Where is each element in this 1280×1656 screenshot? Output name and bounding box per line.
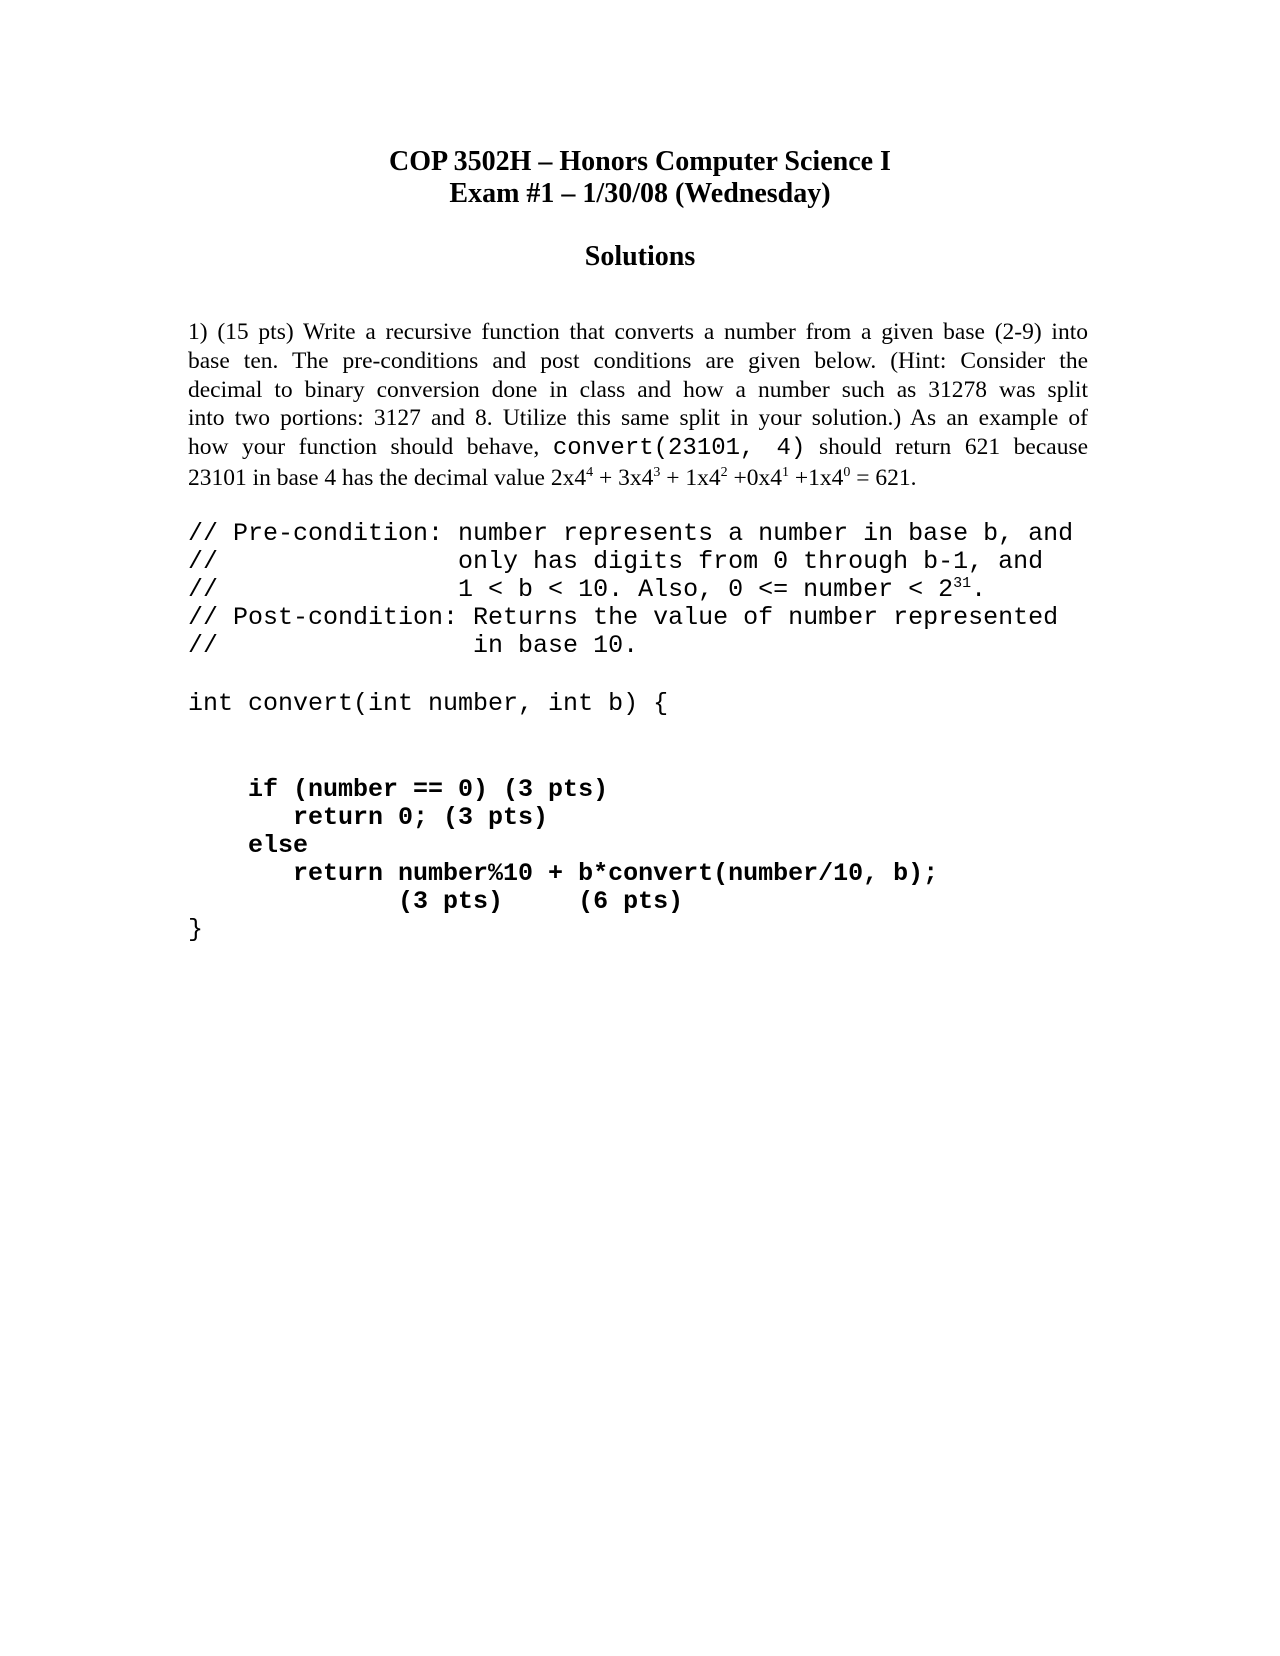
problem-line <box>188 433 1088 464</box>
closing-brace: } <box>188 915 204 944</box>
problem-line <box>188 464 1088 493</box>
problem-line: decimal to binary conversion done in class and how a number such as 31278 was split <box>188 376 1088 403</box>
code-line: return number%10 + b*convert(number/10, b); <box>188 859 939 888</box>
pre-post-conditions <box>188 520 1073 660</box>
comment-text: . <box>971 575 987 604</box>
problem-text: how your function should behave, <box>188 434 540 461</box>
comment-line: // Pre-condition: number represents a number in base b, and <box>188 519 1074 548</box>
problem-line: base ten. The pre-conditions and post conditions are given below. (Hint: Consider the <box>188 347 1088 374</box>
code-line: if (number == 0) (3 pts) <box>188 775 609 804</box>
problem-text: = 621. <box>850 464 917 491</box>
problem-statement <box>188 318 1088 493</box>
function-body <box>188 776 938 916</box>
exam-title: Exam #1 – 1/30/08 (Wednesday) <box>449 178 831 209</box>
problem-text: +0x4 <box>727 464 783 491</box>
exponent: 2 <box>720 464 728 480</box>
comment-line: // Post-condition: Returns the value of number represented <box>188 603 1059 632</box>
problem-text: + 3x4 <box>593 464 654 491</box>
course-title: COP 3502H – Honors Computer Science I <box>389 146 891 177</box>
exponent: 1 <box>782 464 790 480</box>
code-line: else <box>188 831 309 860</box>
problem-line: into two portions: 3127 and 8. Utilize this same split in your solution.) As an example of <box>188 405 1088 432</box>
comment-line <box>188 576 1073 604</box>
function-signature: int convert(int number, int b) { <box>188 689 669 718</box>
problem-text: 23101 in base 4 has the decimal value 2x4 <box>188 464 587 491</box>
solutions-heading: Solutions <box>584 241 696 272</box>
problem-text: +1x4 <box>789 464 844 491</box>
exponent: 3 <box>653 464 661 480</box>
exponent: 31 <box>953 575 972 592</box>
comment-line: // in base 10. <box>188 631 639 660</box>
problem-text: should return 621 because <box>818 434 1089 461</box>
code-line: return 0; (3 pts) <box>188 803 549 832</box>
problem-line: 1) (15 pts) Write a recursive function that converts a number from a given base (2-9) into <box>188 319 1088 345</box>
exponent: 4 <box>586 464 594 480</box>
exponent: 0 <box>843 464 851 480</box>
code-line: (3 pts) (6 pts) <box>188 887 684 916</box>
comment-text: // 1 < b < 10. Also, 0 <= number < 2 <box>188 575 954 604</box>
inline-code: convert(23101, 4) <box>552 435 806 463</box>
comment-line: // only has digits from 0 through b-1, and <box>188 547 1044 576</box>
problem-text: + 1x4 <box>660 464 721 491</box>
